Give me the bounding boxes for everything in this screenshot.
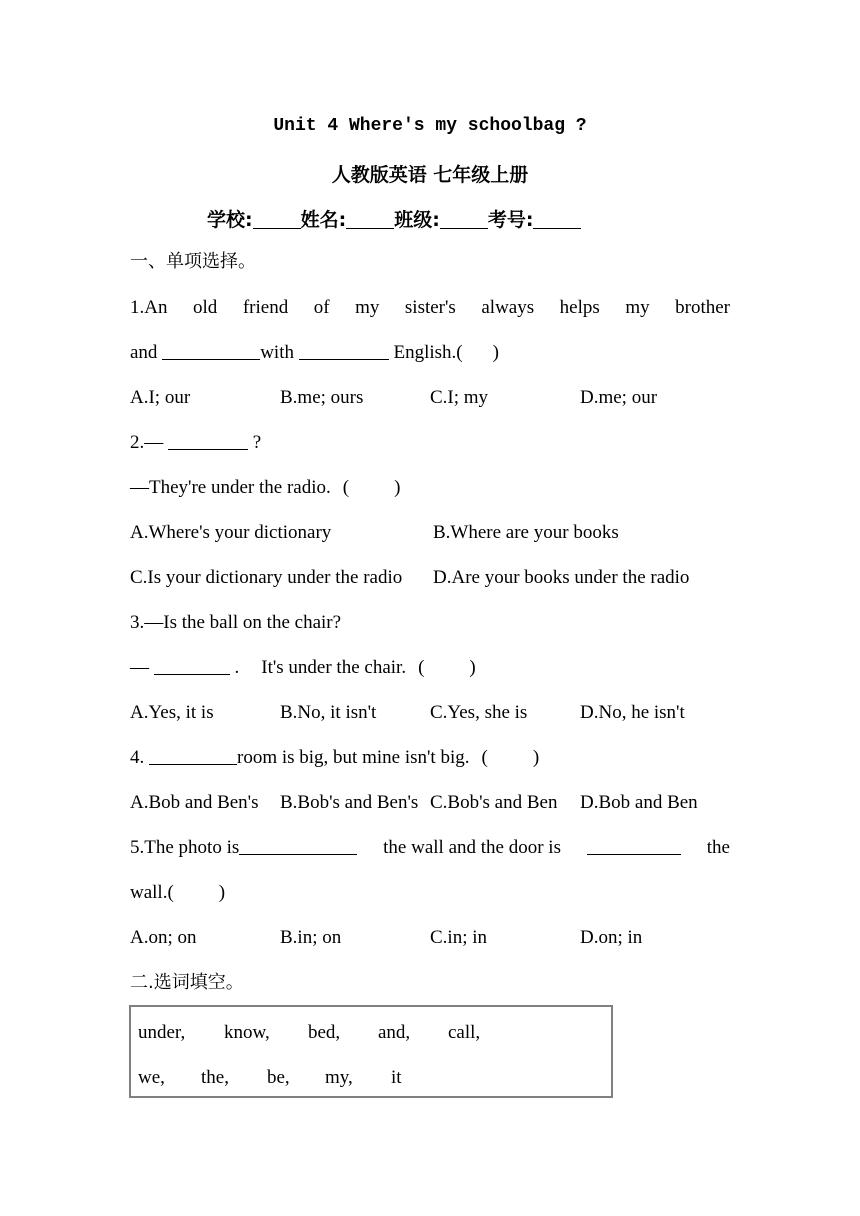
word-bank-word: it xyxy=(391,1067,402,1088)
name-blank[interactable] xyxy=(346,208,394,229)
q5-blank-2[interactable] xyxy=(587,836,681,855)
q1-line-2 xyxy=(130,341,499,365)
q5-line-1 xyxy=(130,836,730,860)
q5-text: the wall and the door is xyxy=(383,837,561,858)
class-label: 班级: xyxy=(394,209,440,231)
q1-word: always xyxy=(481,297,535,318)
q1-blank-1[interactable] xyxy=(162,341,260,360)
word-bank-word: under, xyxy=(138,1022,186,1043)
q4-option-d[interactable]: D.Bob and Ben xyxy=(580,792,698,813)
q3-text: — xyxy=(130,657,154,678)
q1-option-a[interactable]: A.I; our xyxy=(130,387,191,408)
q2-text: ? xyxy=(248,432,262,453)
word-bank-word: we, xyxy=(138,1067,165,1088)
q2-paren: ( xyxy=(342,477,350,498)
q1-word: my xyxy=(355,297,380,318)
q1-blank-2[interactable] xyxy=(299,341,389,360)
q1-text: English.( xyxy=(388,342,463,363)
q1-option-c[interactable]: C.I; my xyxy=(430,387,489,408)
q5-text-group xyxy=(130,836,357,860)
q3-paren: ) xyxy=(469,657,476,678)
word-bank-word: be, xyxy=(267,1067,290,1088)
q4-line-1 xyxy=(130,746,539,770)
word-bank-word: and, xyxy=(378,1022,411,1043)
q2-option-b[interactable]: B.Where are your books xyxy=(433,522,619,543)
q3-text: . xyxy=(229,657,240,678)
q4-paren: ) xyxy=(532,747,540,768)
q1-option-d[interactable]: D.me; our xyxy=(580,387,658,408)
word-bank-word: bed, xyxy=(308,1022,341,1043)
q1-word: old xyxy=(193,297,218,318)
q3-blank[interactable] xyxy=(154,656,230,675)
q2-line-2 xyxy=(130,476,400,500)
q1-word: my xyxy=(625,297,650,318)
q1-word: friend xyxy=(242,297,289,318)
school-label: 学校: xyxy=(207,209,253,231)
q5-paren: ) xyxy=(218,882,226,903)
school-blank[interactable] xyxy=(253,208,301,229)
q3-line-1: 3.—Is the ball on the chair? xyxy=(130,612,342,633)
name-label: 姓名: xyxy=(300,209,347,231)
section-2-heading: 二.选词填空。 xyxy=(130,972,244,993)
q1-option-b[interactable]: B.me; ours xyxy=(280,387,364,408)
q3-line-2 xyxy=(130,656,476,680)
q4-option-a[interactable]: A.Bob and Ben's xyxy=(130,792,259,813)
q2-text: —They're under the radio. xyxy=(130,477,331,498)
q5-option-b[interactable]: B.in; on xyxy=(280,927,342,948)
section-1-heading: 一、单项选择。 xyxy=(130,251,256,272)
q2-text: 2.— xyxy=(130,432,168,453)
q5-text: 5.The photo is xyxy=(130,837,240,858)
word-bank-box xyxy=(129,1005,613,1098)
q1-word: 1.An xyxy=(130,297,168,318)
q2-paren: ) xyxy=(394,477,401,498)
q5-blank-1[interactable] xyxy=(239,836,357,855)
class-blank[interactable] xyxy=(440,208,488,229)
exam-number-label: 考号: xyxy=(487,209,534,231)
q1-word: of xyxy=(313,297,330,318)
word-bank-row-1 xyxy=(138,1021,480,1045)
q3-option-d[interactable]: D.No, he isn't xyxy=(580,702,685,723)
q5-text: wall.( xyxy=(130,882,174,903)
word-bank-word: call, xyxy=(448,1022,481,1043)
q1-word: helps xyxy=(559,297,600,318)
q1-text: and xyxy=(130,342,163,363)
student-info-line xyxy=(207,205,581,232)
q5-line-2 xyxy=(130,881,225,905)
q2-option-a[interactable]: A.Where's your dictionary xyxy=(130,522,332,543)
q2-option-d[interactable]: D.Are your books under the radio xyxy=(433,567,690,588)
q5-option-c[interactable]: C.in; in xyxy=(430,927,488,948)
q5-option-a[interactable]: A.on; on xyxy=(130,927,197,948)
q1-text: ) xyxy=(492,342,499,363)
word-bank-word: the, xyxy=(201,1067,229,1088)
q4-option-c[interactable]: C.Bob's and Ben xyxy=(430,792,558,813)
word-bank-row-2 xyxy=(138,1066,402,1090)
q4-text: room is big, but mine isn't big. xyxy=(237,747,470,768)
q4-option-b[interactable]: B.Bob's and Ben's xyxy=(280,792,419,813)
q5-text: the xyxy=(706,837,730,858)
word-bank-word: my, xyxy=(325,1067,353,1088)
q4-text: 4. xyxy=(130,747,149,768)
q1-text: with xyxy=(260,342,299,363)
q3-option-b[interactable]: B.No, it isn't xyxy=(280,702,377,723)
q2-line-1 xyxy=(130,431,261,455)
page-title: Unit 4 Where's my schoolbag ? xyxy=(273,116,587,136)
q4-paren: ( xyxy=(481,747,488,768)
exam-number-blank[interactable] xyxy=(533,208,581,229)
page-subtitle: 人教版英语 七年级上册 xyxy=(331,164,529,186)
q2-option-c[interactable]: C.Is your dictionary under the radio xyxy=(130,567,403,588)
q3-option-a[interactable]: A.Yes, it is xyxy=(130,702,214,723)
word-bank-word: know, xyxy=(224,1022,270,1043)
q1-word: sister's xyxy=(404,297,456,318)
q3-paren: ( xyxy=(418,657,425,678)
q1-line-1 xyxy=(130,296,730,320)
q4-blank[interactable] xyxy=(149,746,237,765)
q5-option-d[interactable]: D.on; in xyxy=(580,927,643,948)
q3-option-c[interactable]: C.Yes, she is xyxy=(430,702,528,723)
q3-text: It's under the chair. xyxy=(261,657,407,678)
q1-word: brother xyxy=(675,297,730,318)
q2-blank[interactable] xyxy=(168,431,248,450)
